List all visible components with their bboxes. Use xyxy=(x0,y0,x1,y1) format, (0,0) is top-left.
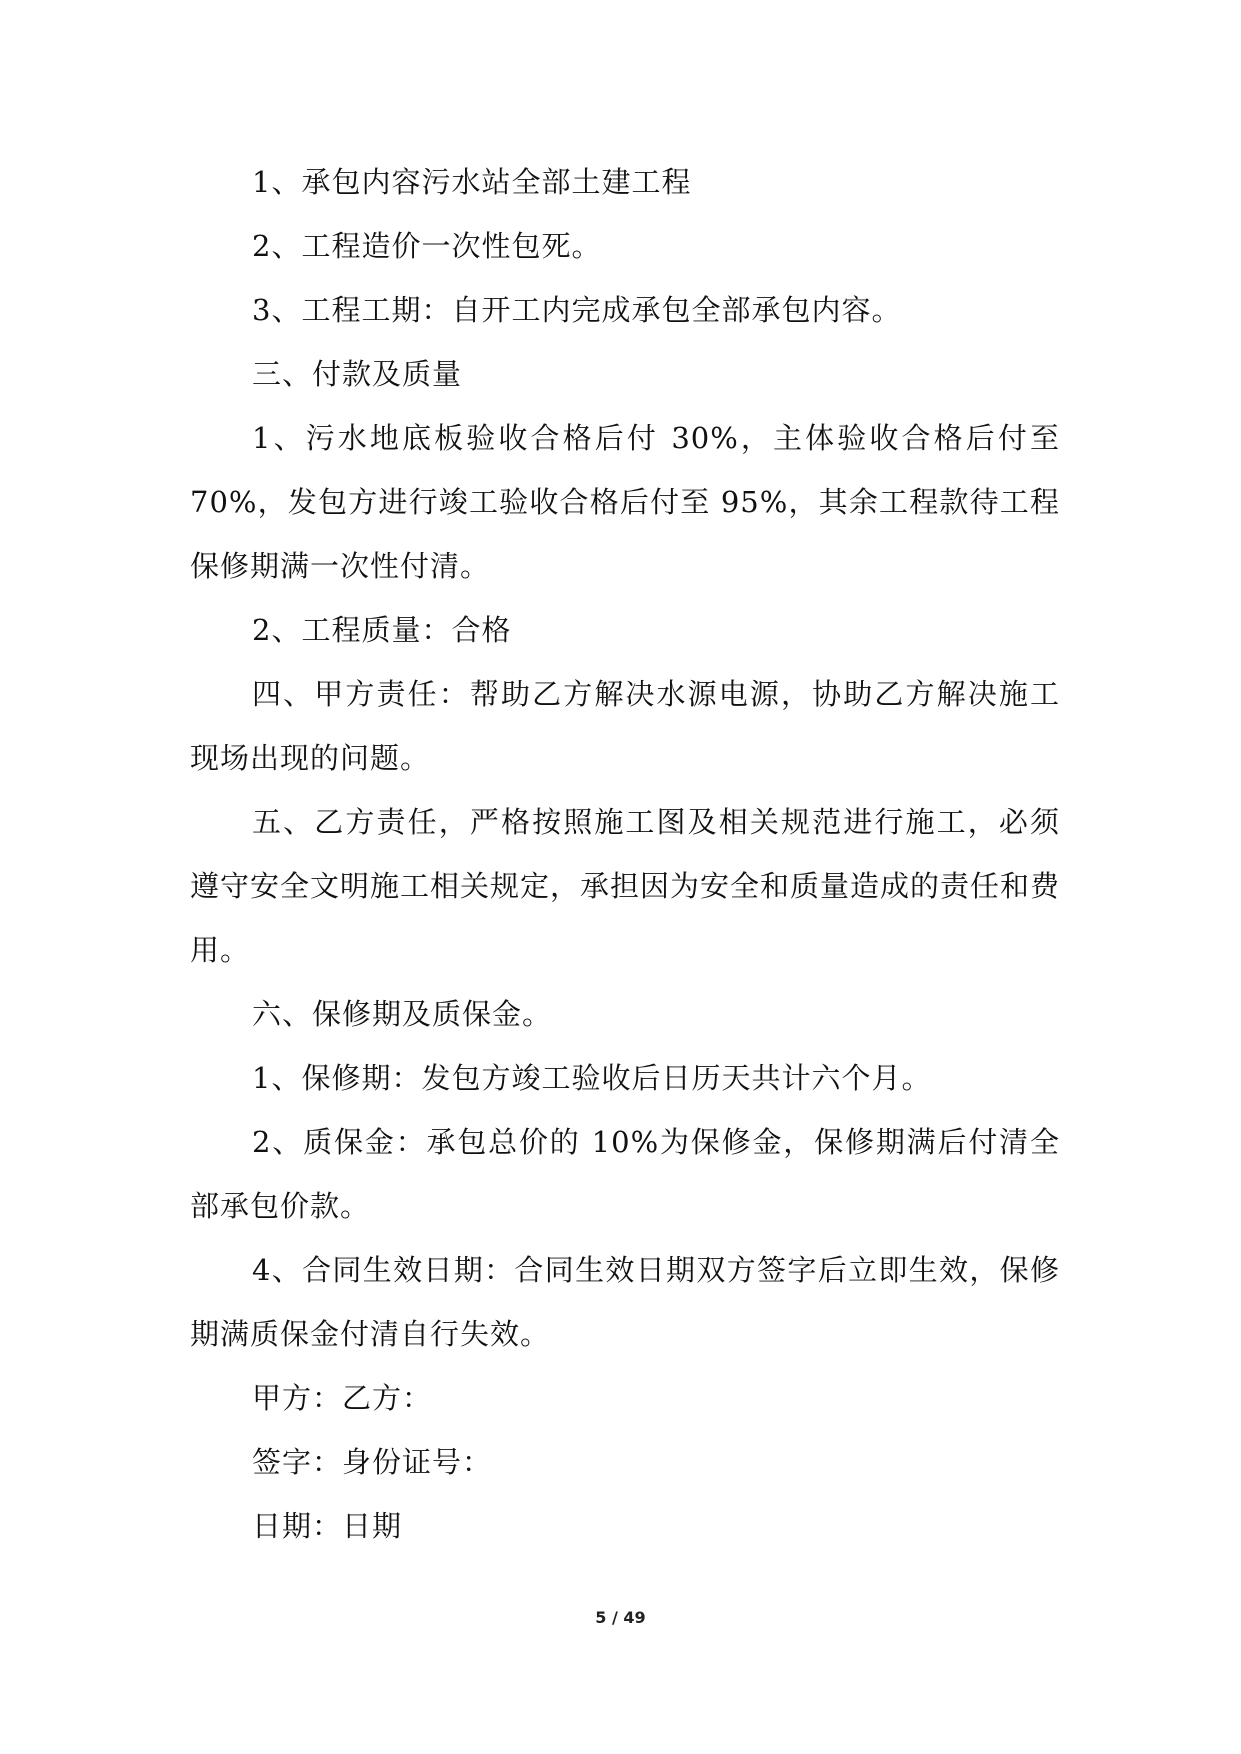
section-heading-payment-quality: 三、付款及质量 xyxy=(252,357,463,391)
signature-date: 日期：日期 xyxy=(252,1509,403,1543)
paragraph-warranty-period: 1、保修期：发包方竣工验收后日历天共计六个月。 xyxy=(252,1061,932,1095)
paragraph-effective-date: 4、合同生效日期：合同生效日期双方签字后立即生效，保修期满质保金付清自行失效。 xyxy=(190,1253,1060,1351)
paragraph-quality: 2、工程质量：合格 xyxy=(252,613,512,647)
paragraph-scope: 1、承包内容污水站全部土建工程 xyxy=(252,165,692,199)
paragraph-price: 2、工程造价一次性包死。 xyxy=(252,229,602,263)
signature-sign-id: 签字：身份证号： xyxy=(252,1445,493,1479)
document-body xyxy=(190,150,1060,1558)
paragraph-duration: 3、工程工期：自开工内完成承包全部承包内容。 xyxy=(252,293,902,327)
paragraph-payment: 1、污水地底板验收合格后付 30%，主体验收合格后付至 70%，发包方进行竣工验收合格后付至 95%，其余工程款待工程保修期满一次性付清。 xyxy=(190,421,1060,583)
paragraph-party-b-duty: 五、乙方责任，严格按照施工图及相关规范进行施工，必须遵守安全文明施工相关规定，承担因为安全和质量造成的责任和费用。 xyxy=(190,805,1061,967)
page-number: 5 / 49 xyxy=(595,1608,646,1627)
paragraph-party-a-duty: 四、甲方责任：帮助乙方解决水源电源，协助乙方解决施工现场出现的问题。 xyxy=(190,677,1060,775)
section-heading-warranty: 六、保修期及质保金。 xyxy=(252,997,553,1031)
paragraph-retention: 2、质保金：承包总价的 10%为保修金，保修期满后付清全部承包价款。 xyxy=(190,1125,1060,1223)
signature-parties: 甲方：乙方： xyxy=(252,1381,433,1415)
